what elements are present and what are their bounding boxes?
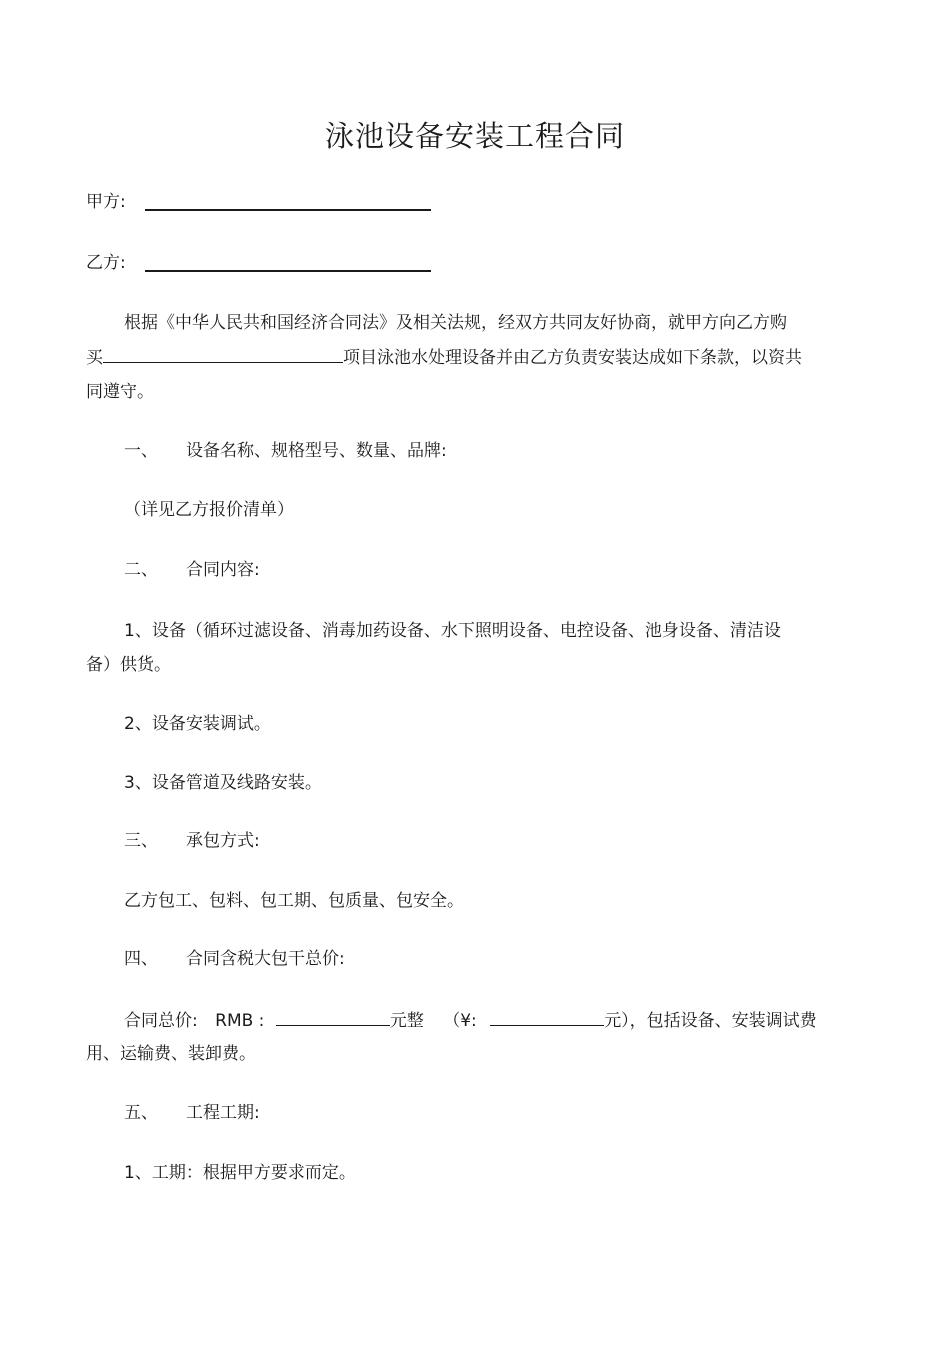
section-2-item-2: 2、设备安装调试。 [124,714,271,734]
section-2-heading [124,559,260,581]
document-title: 泳池设备安装工程合同 [324,119,625,153]
preamble-line-2 [86,346,802,369]
rmb-amount-blank [276,1009,390,1026]
section-5-heading [124,1102,260,1124]
section-4-price-line [124,1009,817,1032]
section-5-number: 五、 [124,1103,158,1123]
section-4-heading [124,948,345,970]
section-2-title: 合同内容: [186,560,260,580]
price-tail-text: 元），包括设备、安装调试费 [604,1011,817,1031]
yuanzheng-label: 元整 [389,1011,424,1031]
party-a-label: 甲方: [86,192,126,212]
party-a-blank [145,209,431,211]
party-b-blank [145,270,431,272]
preamble-line-2-prefix: 买 [86,348,103,368]
section-3-number: 三、 [124,831,158,851]
section-3-title: 承包方式: [186,831,260,851]
section-4-number: 四、 [124,949,158,969]
preamble-line-2-suffix: 项目泳池水处理设备并由乙方负责安装达成如下条款，以资共 [343,348,802,368]
section-1-title: 设备名称、规格型号、数量、品牌: [186,441,447,461]
section-1-body: （详见乙方报价清单） [124,500,294,520]
section-2-number: 二、 [124,560,158,580]
section-2-item-1-line-1: 1、设备（循环过滤设备、消毒加药设备、水下照明设备、电控设备、池身设备、清洁设 [124,621,781,641]
section-4-title: 合同含税大包干总价: [186,949,345,969]
party-b-label: 乙方: [86,253,126,273]
total-price-label: 合同总价: [124,1011,198,1031]
section-4-price-line-2: 用、运输费、装卸费。 [86,1044,256,1064]
section-1-number: 一、 [124,441,158,461]
section-3-body: 乙方包工、包料、包工期、包质量、包安全。 [124,891,464,911]
section-1-heading [124,440,447,462]
section-5-item-1: 1、工期：根据甲方要求而定。 [124,1163,356,1183]
section-3-heading [124,830,260,852]
section-2-item-3: 3、设备管道及线路安装。 [124,773,322,793]
yen-amount-blank [490,1009,604,1026]
preamble-line-3: 同遵守。 [86,382,154,402]
project-name-blank [103,346,343,363]
section-5-title: 工程工期: [186,1103,260,1123]
preamble-line-1: 根据《中华人民共和国经济合同法》及相关法规，经双方共同友好协商，就甲方向乙方购 [124,313,787,333]
yen-label: （¥: [443,1011,477,1031]
rmb-label: RMB : [215,1011,265,1031]
section-2-item-1-line-2: 备）供货。 [86,655,171,675]
